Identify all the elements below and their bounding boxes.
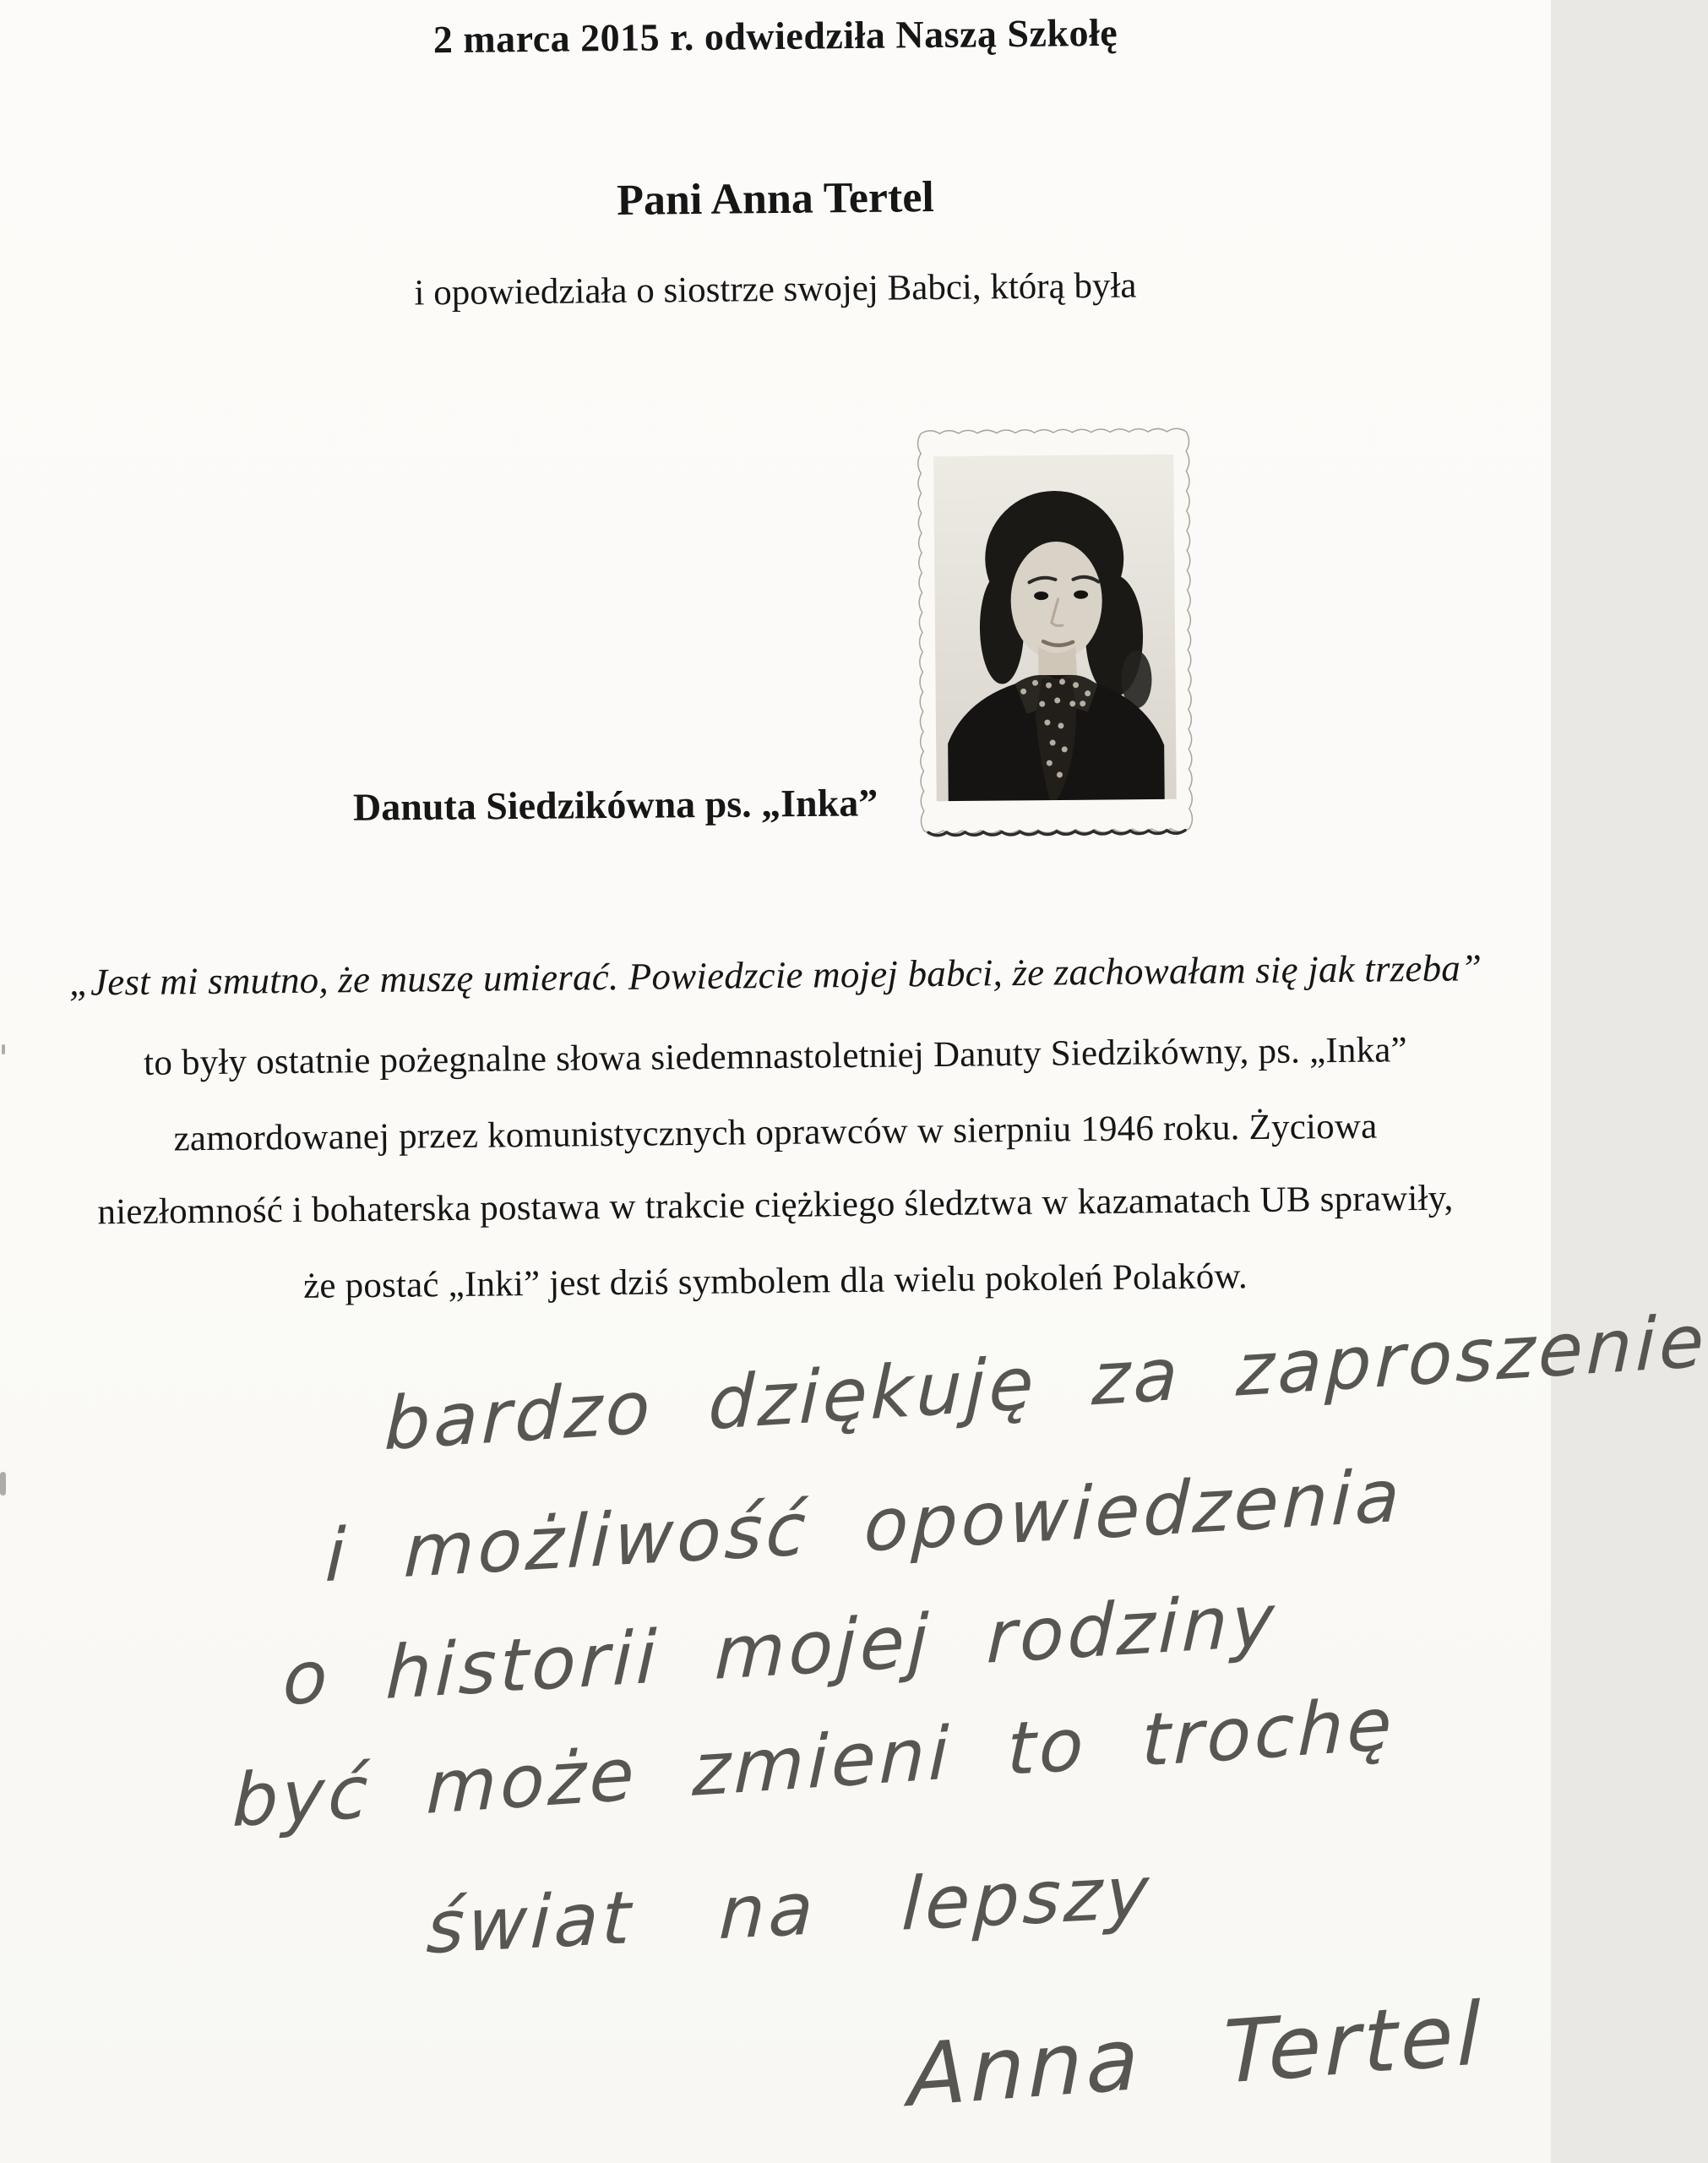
handwritten-line: i możliwość opowiedzenia <box>324 1453 1405 1599</box>
scan-artifact-speck <box>0 1472 6 1496</box>
portrait-photo-graphic <box>913 424 1197 839</box>
scan-artifact-speck <box>2 1044 5 1054</box>
handwritten-line: świat na lepszy <box>425 1850 1154 1971</box>
quote-line: zamordowanej przez komunistycznych oprawców w sierpniu 1946 roku. Życiowa <box>173 1106 1378 1159</box>
guest-subtitle: i opowiedziała o siostrze swojej Babci, którą była <box>414 265 1137 313</box>
guest-name: Pani Anna Tertel <box>616 173 935 225</box>
quote-italic-line: „Jest mi smutno, że muszę umierać. Powiedzcie mojej babci, że zachowałam się jak trzeba” <box>68 946 1482 1004</box>
quote-line: że postać „Inki” jest dziś symbolem dla wielu pokoleń Polaków. <box>302 1256 1248 1306</box>
quote-line: to były ostatnie pożegnalne słowa siedemnastoletniej Danuty Siedzikówny, ps. „Inka” <box>143 1030 1408 1083</box>
handwritten-line: być może zmieni to trochę <box>231 1681 1396 1844</box>
handwritten-line: bardzo dziękuję za zaproszenie <box>383 1299 1708 1468</box>
handwritten-line: o historii mojej rodziny <box>281 1577 1279 1723</box>
photo-caption: Danuta Siedzikówna ps. „Inka” <box>352 781 878 829</box>
quote-line: niezłomność i bohaterska postawa w trakcie ciężkiego śledztwa w kazamatach UB sprawiły, <box>97 1178 1454 1233</box>
visit-date-line: 2 marca 2015 r. odwiedziła Naszą Szkołę <box>432 10 1118 62</box>
portrait-photo <box>913 424 1197 839</box>
handwritten-signature: Anna Tertel <box>907 1983 1484 2128</box>
